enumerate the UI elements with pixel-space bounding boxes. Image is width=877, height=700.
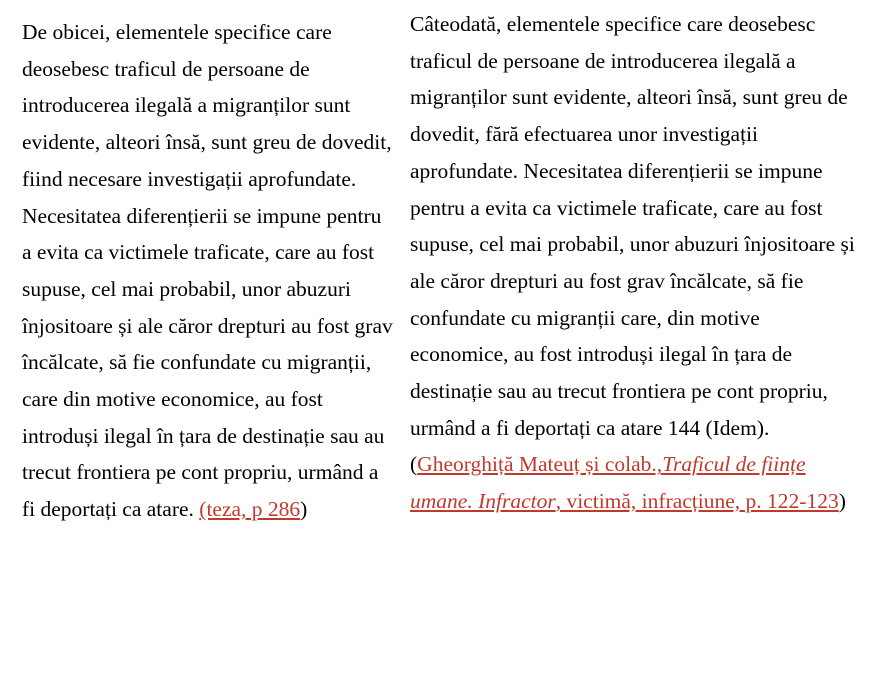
- right-column: [410, 6, 862, 520]
- right-citation-title-link[interactable]: Traficul de ființe umane. Infractor: [410, 452, 806, 514]
- right-column-text: Câteodată, elementele specifice care deosebesc traficul de persoane de introducerea ilegală a migranților sunt evidente, alteori însă, sunt greu de dovedit, fără efectuarea unor investigații aprofundate. Necesitatea diferențierii se impune pentru a evita ca victimele traficate, care au fost supuse, cel mai probabil, unor abuzuri înjositoare și ale căror drepturi au fost grav încălcate, să fie confundate cu migranții care, din motive economice, au fost introduși ilegal în țara de destinație sau au trecut frontiera pe cont propriu, urmând a fi deportați ca atare 144 (Idem).: [410, 12, 855, 440]
- right-citation-close: ): [838, 489, 846, 514]
- right-citation-open: (: [410, 452, 418, 477]
- left-column: [22, 14, 394, 528]
- left-column-text: De obicei, elementele specifice care deosebesc traficul de persoane de introducerea ilegală a migranților sunt evidente, alteori însă, sunt greu de dovedit, fiind necesare investigații aprofundate. Necesitatea diferențierii se impune pentru a evita ca victimele traficate, care au fost supuse, cel mai probabil, unor abuzuri înjositoare și ale căror drepturi au fost grav încălcate, să fie confundate cu migranții, care din motive economice, au fost introduși ilegal în țara de destinație sau au trecut frontiera pe cont propriu, urmând a fi deportați ca atare.: [22, 20, 393, 522]
- right-citation-authors-link[interactable]: Gheorghiță Mateuț și colab.,: [417, 452, 663, 477]
- left-citation-close: ): [300, 497, 308, 522]
- right-citation-pages-link[interactable]: , victimă, infracțiune, p. 122-123: [555, 489, 839, 514]
- left-citation-link[interactable]: (teza, p 286: [199, 497, 301, 522]
